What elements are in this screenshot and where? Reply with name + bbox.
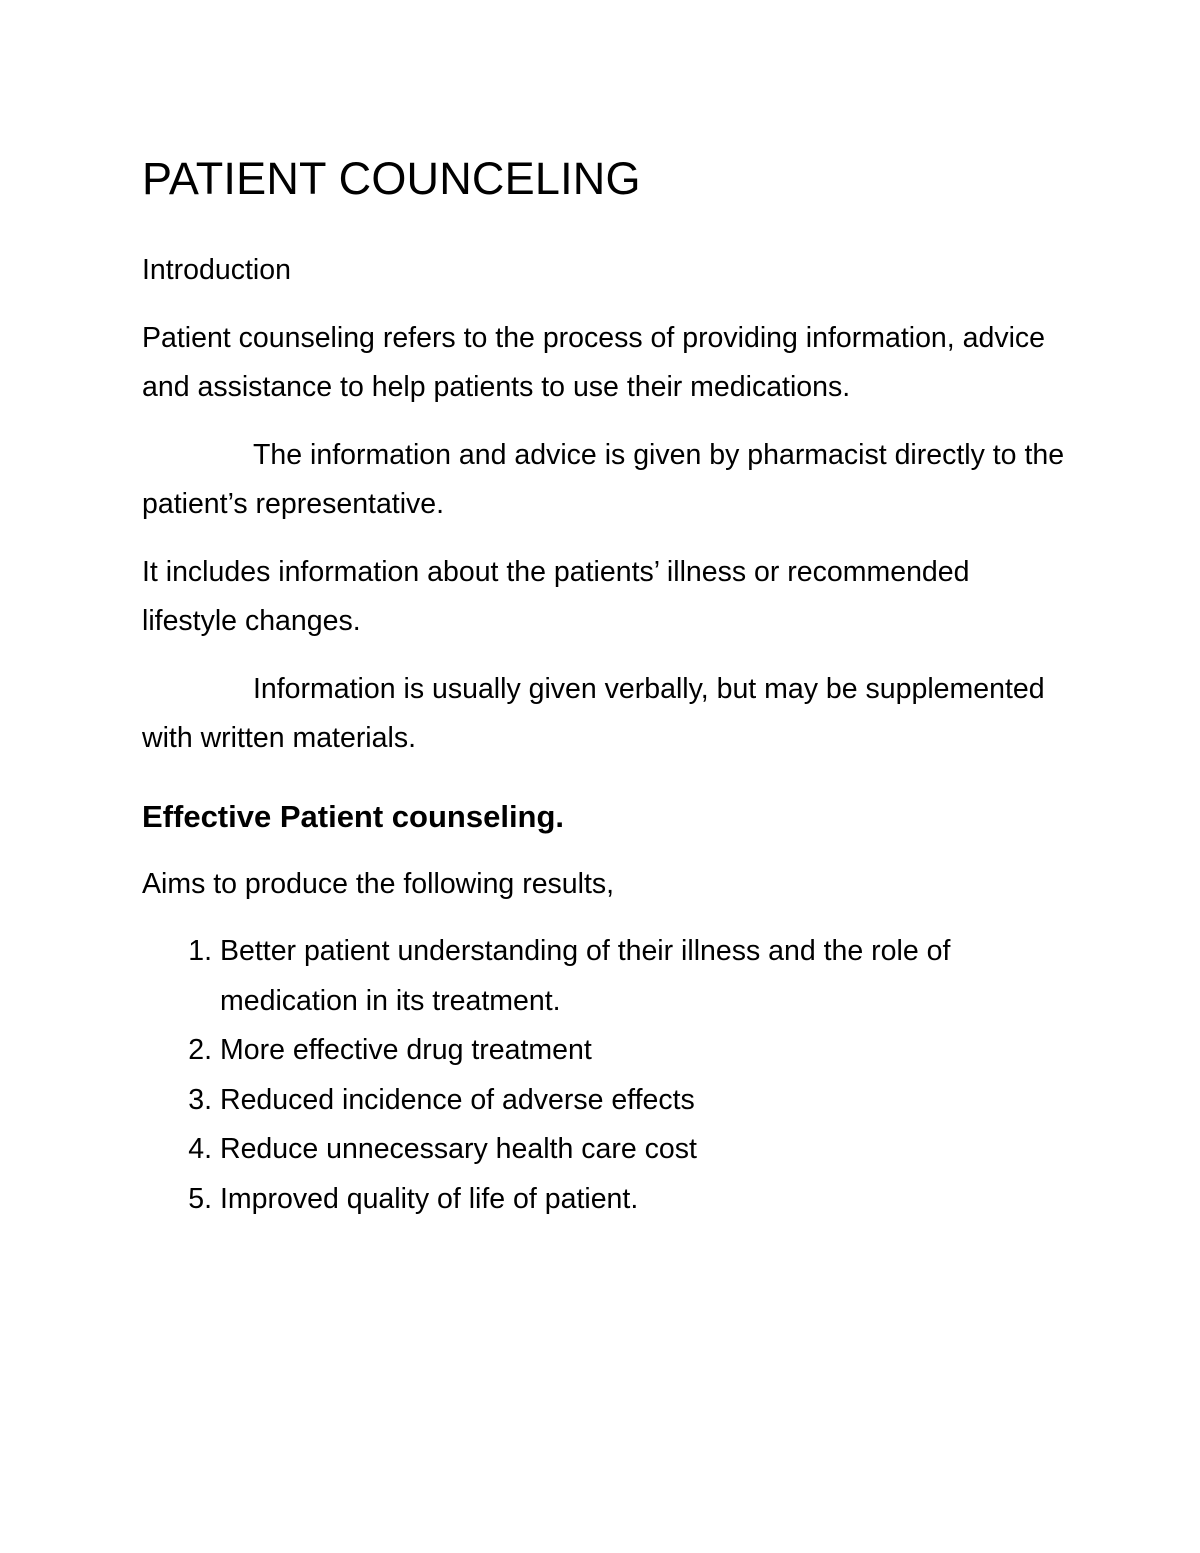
section-heading: Effective Patient counseling. (142, 798, 565, 834)
list-item-number: 3. (188, 1083, 212, 1116)
list-item (142, 1076, 1072, 1126)
document-body (142, 150, 1072, 1224)
list-item-number: 1. (188, 935, 212, 967)
list-item-text: Better patient understanding of their illness and the role of medication in its treatment. (220, 935, 951, 1017)
list-item (142, 1026, 1072, 1076)
list-item-text: Reduce unnecessary health care cost (220, 1133, 697, 1165)
paragraph-advice: The information and advice is given by pharmacist directly to the patient’s representative. (142, 438, 1065, 520)
list-item-number: 2. (188, 1034, 212, 1066)
list-item-text: Reduced incidence of adverse effects (220, 1083, 695, 1116)
intro-label: Introduction (142, 254, 291, 286)
page-title: PATIENT COUNCELING (142, 153, 641, 204)
list-item (142, 1125, 1072, 1175)
list-item-text: More effective drug treatment (220, 1034, 592, 1066)
list-item-number: 5. (188, 1182, 212, 1215)
paragraph-includes: It includes information about the patients’ illness or recommended lifestyle changes. (142, 555, 970, 637)
paragraph-verbal: Information is usually given verbally, but may be supplemented with written materials. (142, 672, 1045, 754)
aims-intro: Aims to produce the following results, (142, 867, 615, 900)
list-item (142, 927, 1072, 1026)
paragraph-definition: Patient counseling refers to the process of providing information, advice and assistance to help patients to use their medications. (142, 321, 1045, 403)
list-item-number: 4. (188, 1133, 212, 1165)
list-item (142, 1175, 1072, 1225)
list-item-text: Improved quality of life of patient. (220, 1182, 639, 1215)
results-list (142, 927, 1072, 1224)
